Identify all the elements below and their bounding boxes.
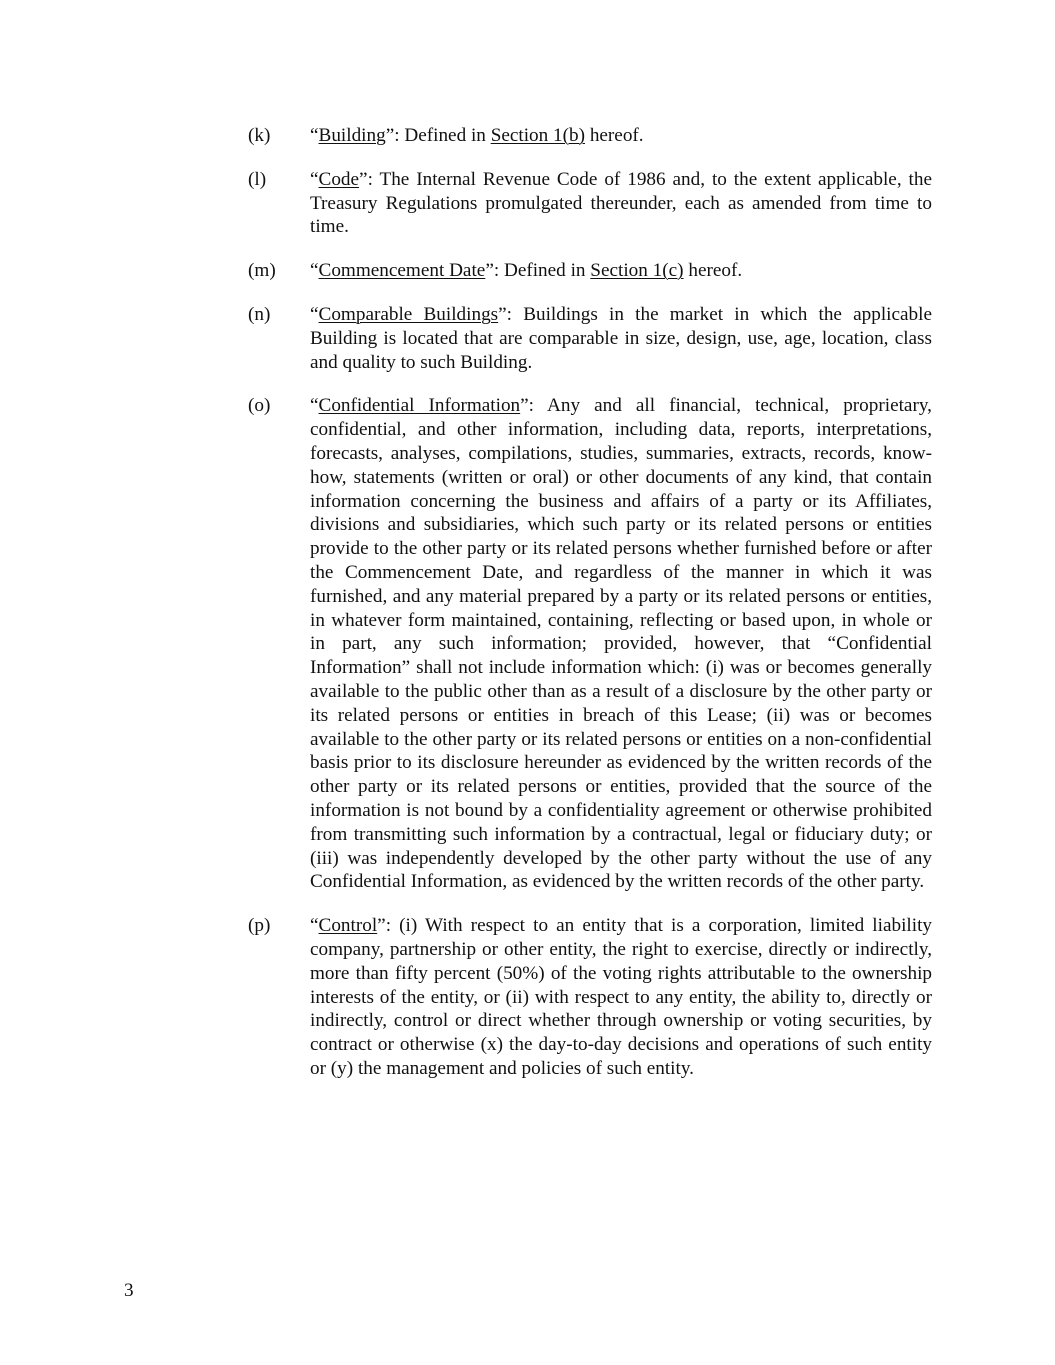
defined-term: Comparable Buildings [318, 303, 499, 325]
definition-building [248, 124, 932, 148]
definition-code [248, 168, 932, 239]
definition-body [310, 394, 932, 894]
open-quote: “ [310, 915, 319, 937]
open-quote: “ [310, 125, 319, 146]
definition-body [310, 168, 932, 239]
open-quote: “ [310, 168, 319, 190]
section-reference: Section 1(c) [590, 260, 684, 282]
close-quote: ”: [520, 395, 548, 417]
open-quote: “ [310, 395, 319, 417]
definition-comparable-buildings [248, 303, 932, 374]
definition-text: Defined in [404, 125, 491, 146]
section-reference: Section 1(b) [490, 125, 586, 146]
definition-label: (l) [248, 168, 267, 190]
open-quote: “ [310, 303, 319, 325]
definition-body [310, 124, 932, 148]
definition-confidential-information [248, 394, 932, 894]
close-quote: ”: [359, 168, 380, 190]
page-number: 3 [124, 1280, 134, 1301]
definition-text-end: hereof. [585, 125, 644, 146]
definition-text: Any and all financial, technical, proprietary, confidential, and other information, including data, reports, interpretations, forecasts, analyses, compilations, studies, summaries, extracts, records, know-how, statements (written or oral) or other documents of any kind, that contain information concerning the business and affairs of a party or its Affiliates, divisions and subsidiaries, which such party or its related persons or entities provide to the other party or its related persons whether furnished before or after the Commencement Date, and regardless of the manner in which it was furnished, and any material prepared by a party or its related persons or entities, in whatever form maintained, containing, reflecting or based upon, in whole or in part, any such information; provided, however, that “Confidential Information” shall not include information which: (i) was or becomes generally available to the public other than as a result of a disclosure by the other party or its related persons or entities in breach of this Lease; (ii) was or becomes available to the other party or its related persons or entities on a non-confidential basis prior to its disclosure hereunder as evidenced by the written records of the other party or its related persons or entities, provided that the source of the information is not bound by a confidentiality agreement or otherwise prohibited from transmitting such information by a contractual, legal or fiduciary duty; or (iii) was independently developed by the other party without the use of any Confidential Information, as evidenced by the written records of the other party. [310, 395, 932, 893]
open-quote: “ [310, 260, 319, 282]
definition-label: (n) [248, 303, 271, 325]
close-quote: ”: [377, 915, 400, 937]
definition-label: (k) [248, 125, 271, 146]
definition-label: (p) [248, 915, 271, 937]
definition-body [310, 914, 932, 1081]
definition-text: The Internal Revenue Code of 1986 and, to the extent applicable, the Treasury Regulations promulgated thereunder, each as amended from time to time. [310, 168, 932, 238]
defined-term: Code [318, 168, 360, 190]
definition-body [310, 259, 932, 283]
definition-label: (m) [248, 260, 276, 282]
definition-text: Buildings in the market in which the applicable Building is located that are comparable in size, design, use, age, location, class and quality to such Building. [310, 303, 932, 373]
defined-term: Confidential Information [318, 395, 521, 417]
close-quote: ”: [498, 303, 524, 325]
definition-commencement-date [248, 259, 932, 283]
close-quote: ”: [385, 125, 405, 146]
defined-term: Building [318, 125, 386, 146]
definition-text: Defined in [503, 260, 591, 282]
definition-body [310, 303, 932, 374]
definition-control [248, 914, 932, 1081]
definitions-list [248, 124, 932, 1101]
close-quote: ”: [485, 260, 504, 282]
defined-term: Commencement Date [318, 260, 486, 282]
definition-text: (i) With respect to an entity that is a corporation, limited liability company, partnership or other entity, the right to exercise, directly or indirectly, more than fifty percent (50%) of the voting rights attributable to the ownership interests of the entity, or (ii) with respect to any entity, the ability to, directly or indirectly, control or direct whether through ownership or voting securities, by contract or otherwise (x) the day-to-day decisions and operations of such entity or (y) the management and policies of such entity. [310, 915, 932, 1079]
defined-term: Control [318, 915, 378, 937]
definition-label: (o) [248, 395, 271, 417]
definition-text-end: hereof. [683, 260, 743, 282]
